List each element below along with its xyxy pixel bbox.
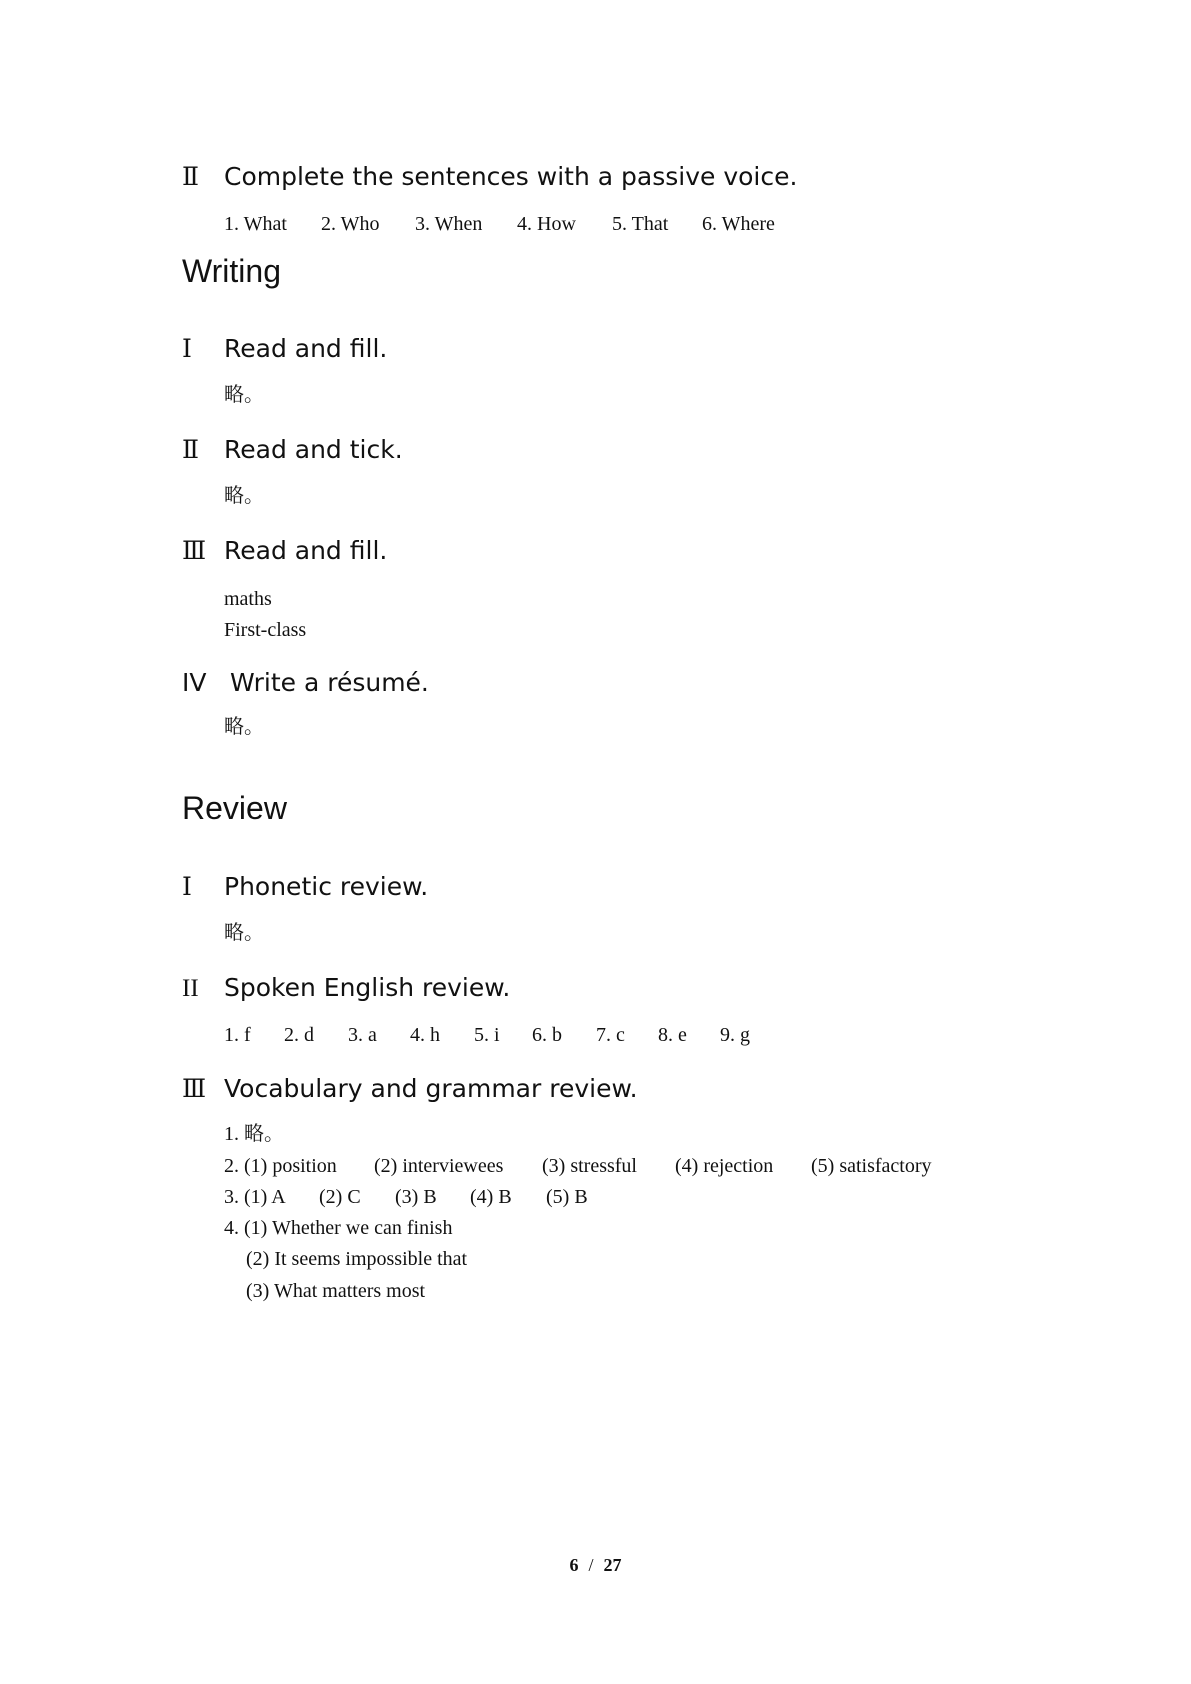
answer-item: 3. When <box>415 213 483 235</box>
answer-line: maths <box>224 588 272 610</box>
roman-numeral: Ⅰ <box>182 334 192 363</box>
heading-writing-4 <box>182 670 429 695</box>
answer-item: 7. c <box>596 1024 625 1046</box>
answer-line: First-class <box>224 619 307 641</box>
answer-line: 略。 <box>224 485 264 507</box>
heading-writing-1 <box>182 336 387 361</box>
heading-passive-voice <box>182 164 797 189</box>
answer-item: 5. i <box>474 1024 500 1046</box>
answer-item: 2. Who <box>321 213 380 235</box>
heading-text: Write a résumé. <box>230 668 429 697</box>
vocab-answer-4-3: (3) What matters most <box>246 1280 426 1302</box>
heading-text: Read and fill. <box>224 334 388 363</box>
answer-line: 略。 <box>224 922 264 944</box>
page-current: 6 <box>569 1555 579 1575</box>
vocab-answer-3 <box>224 1187 588 1207</box>
section-title-writing: Writing <box>182 253 281 289</box>
page-separator: / <box>588 1555 594 1575</box>
answer-item: 6. Where <box>702 213 775 235</box>
roman-numeral: II <box>182 975 199 1002</box>
roman-numeral: Ⅲ <box>182 536 207 565</box>
answer-item: 1. f <box>224 1024 251 1046</box>
page-number <box>0 1555 1191 1576</box>
roman-numeral: Ⅰ <box>182 872 192 901</box>
answer-line: 略。 <box>224 384 264 406</box>
heading-text: Vocabulary and grammar review. <box>224 1074 638 1103</box>
vocab-answer-2 <box>224 1156 932 1176</box>
heading-text: Phonetic review. <box>224 872 429 901</box>
answer-item: 4. h <box>410 1024 440 1046</box>
answer-item: 1. What <box>224 213 287 235</box>
heading-text: Read and tick. <box>224 435 403 464</box>
heading-text: Complete the sentences with a passive voice. <box>224 162 798 191</box>
vocab-answer-1: 1. 略。 <box>224 1123 284 1145</box>
heading-vocab-grammar-review <box>182 1076 638 1101</box>
answer-item: (5) satisfactory <box>811 1155 932 1177</box>
answer-line: 略。 <box>224 716 264 738</box>
roman-numeral: Ⅱ <box>182 435 199 464</box>
answer-item: (5) B <box>546 1186 588 1208</box>
answer-item: 2. (1) position <box>224 1155 337 1177</box>
answer-item: (2) C <box>319 1186 361 1208</box>
answer-item: 9. g <box>720 1024 750 1046</box>
vocab-answer-4-2: (2) It seems impossible that <box>246 1248 468 1270</box>
answer-item: 3. (1) A <box>224 1186 286 1208</box>
heading-writing-3 <box>182 538 387 563</box>
heading-writing-2 <box>182 437 403 462</box>
answer-item: (3) B <box>395 1186 437 1208</box>
spoken-answers <box>224 1025 750 1045</box>
answer-item: 2. d <box>284 1024 314 1046</box>
heading-text: Read and fill. <box>224 536 388 565</box>
roman-numeral: Ⅲ <box>182 1074 207 1103</box>
vocab-answer-4: 4. (1) Whether we can finish <box>224 1217 453 1239</box>
section-title-review: Review <box>182 790 287 826</box>
answer-item: 5. That <box>612 213 669 235</box>
heading-phonetic-review <box>182 874 428 899</box>
heading-text: Spoken English review. <box>224 973 511 1002</box>
answer-item: 3. a <box>348 1024 377 1046</box>
page-total: 27 <box>603 1555 622 1575</box>
answer-item: (4) rejection <box>675 1155 774 1177</box>
roman-numeral: Ⅱ <box>182 162 199 191</box>
answer-item: 8. e <box>658 1024 687 1046</box>
heading-spoken-review <box>182 975 510 1001</box>
passive-answers <box>224 214 775 234</box>
roman-numeral: IV <box>182 668 207 697</box>
answer-item: (4) B <box>470 1186 512 1208</box>
answer-item: 6. b <box>532 1024 562 1046</box>
answer-item: (3) stressful <box>542 1155 637 1177</box>
answer-item: (2) interviewees <box>374 1155 504 1177</box>
answer-item: 4. How <box>517 213 576 235</box>
